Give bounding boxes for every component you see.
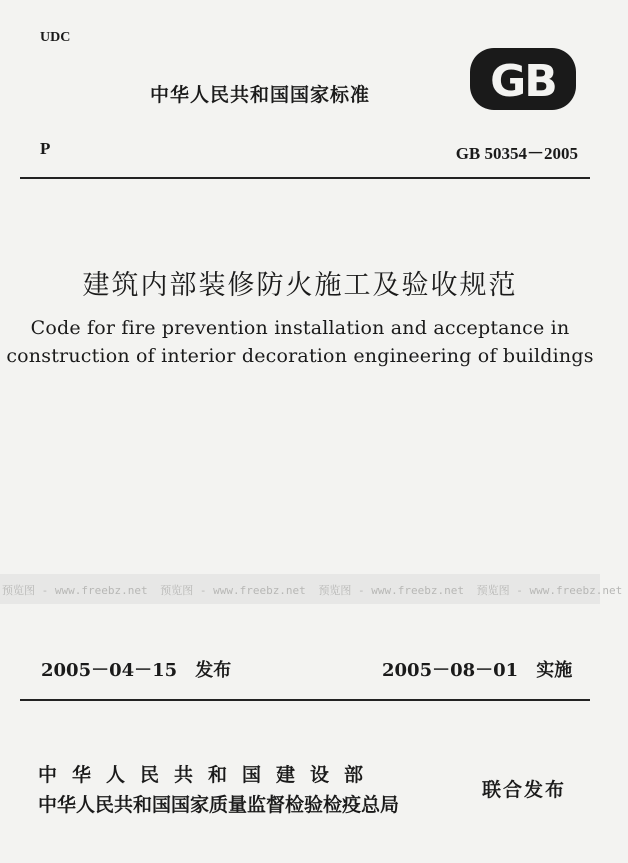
udc-label: UDC (40, 30, 71, 45)
joint-release-label: 联合发布 (482, 779, 567, 801)
header-divider (20, 177, 590, 179)
watermark-item: 预览图 - www.freebz.net (318, 584, 465, 597)
watermark-item: 预览图 - www.freebz.net (2, 584, 148, 597)
watermark-row (2, 582, 623, 598)
publisher-aqsiq: 中华人民共和国国家质量监督检验检疫总局 (38, 794, 400, 816)
watermark-item: 预览图 - www.freebz.net (476, 584, 623, 597)
title-english (0, 314, 600, 370)
national-standard-label: 中华人民共和国国家标准 (150, 84, 371, 106)
issue-date: 2005－04－15 发布 (41, 660, 232, 681)
footer-divider (20, 699, 590, 701)
svg-text:GB: GB (490, 56, 556, 107)
title-english-line-1: Code for fire prevention installation and acceptance in (30, 317, 570, 339)
title-english-line-2: construction of interior decoration engineering of buildings (6, 345, 594, 367)
gb-logo (468, 44, 578, 114)
classification-code: P (40, 139, 51, 158)
watermark-item: 预览图 - www.freebz.net (160, 584, 306, 597)
standard-number: GB 50354－2005 (455, 144, 578, 163)
implementation-date: 2005－08－01 实施 (382, 660, 573, 681)
title-chinese: 建筑内部装修防火施工及验收规范 (82, 270, 518, 301)
publisher-ministry: 中华人民共和国建设部 (38, 764, 379, 786)
